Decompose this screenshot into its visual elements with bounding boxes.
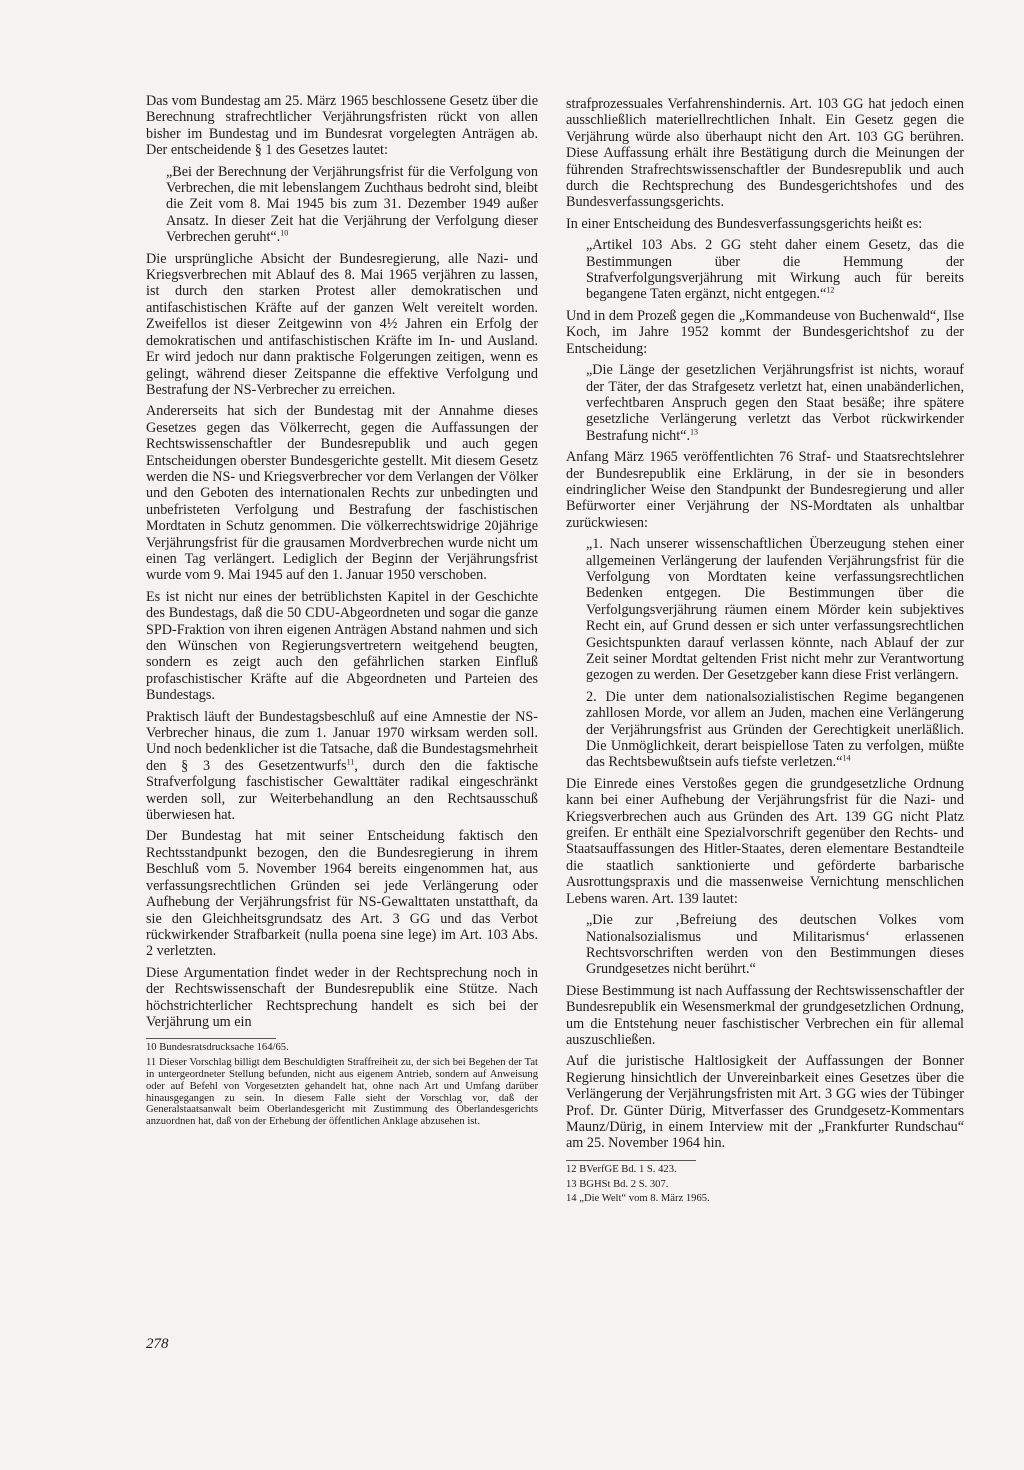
footnote-14: 14 „Die Welt“ vom 8. März 1965. [566, 1193, 710, 1205]
paragraph: Es ist nicht nur eines der betrüblichsten Kapitel in der Geschichte des Bundestags, daß die 50 CDU-Abgeordneten und sogar die ganze SPD-Fraktion von ihren eigenen Anträgen Abstand nahmen und sich den Wünschen von Regierungsvertretern weitgehend beugten, sondern es zeigt auch den gefährlichen starken Einfluß profaschistischer Kräfte auf die Abgeordneten und Parteien des Bundestags. [146, 588, 538, 704]
paragraph: Auf die juristische Haltlosigkeit der Auffassungen der Bonner Regierung hinsichtlich der Unvereinbarkeit eines Gesetzes über die Verlängerung der Verjährungsfristen mit Art. 3 GG wies der Tübinger Prof. Dr. Günter Dürig, Mitverfasser des Grundgesetz-Kommentars Maunz/Dürig, in einem Interview mit der „Frankfurter Rundschau“ am 25. November 1964 hin. [566, 1053, 964, 1152]
footnote-ref-11: 11 [346, 757, 355, 767]
quote-bgh: „Die Länge der gesetzlichen Verjährungsfrist ist nichts, worauf der Täter, der das Strafgesetz verletzt hat, einen unabänderlichen, verfechtbaren Anspruch gegen den Staat besäße; ihre spätere gesetzliche Verlängerung verletzt das Verbot rückwirkender Bestrafung nicht“.$^{13}$ [586, 362, 964, 444]
quote-art-139: „Die zur ‚Befreiung des deutschen Volkes vom Nationalsozialismus und Militarismus‘ erlassenen Rechtsvorschriften werden von den Bestimmungen dieses Grundgesetzes nicht berührt.“ [586, 912, 964, 978]
footnote-ref-13: 13 [690, 426, 699, 436]
quote-declaration-2: 2. Die unter dem nationalsozialistischen Regime begangenen zahllosen Morde, vor allem an Juden, machen eine Verlängerung der Verjährungsfrist aus Gründen der Gerechtigkeit unerläßlich. Die Unmöglichkeit, derart beispiellose Taten zu verfolgen, müßte das Rechtsbewußtsein aufs tiefste verletzen.“$^{14}$ [586, 688, 964, 771]
footnote-11: 11 Dieser Vorschlag billigt dem Beschuldigten Straffreiheit zu, der sich bei Begehen der Tat in untergeordneter Stellung befunden, nicht aus eigenem Antrieb, sondern auf Anweisung oder auf Befehl von Vorgesetzten gehandelt hat, ohne nach Art und Umfang darüber hinausgegangen zu sein. In diesem Falle sieht der Vorschlag vor, daß der Generalstaatsanwalt beim Oberlandesgericht mit Zustimmung des Oberlandesgerichts anzuordnen hat, daß von der Erhebung der öffentlichen Anklage abzusehen ist. [146, 1057, 538, 1128]
paragraph: Andererseits hat sich der Bundestag mit der Annahme dieses Gesetzes gegen das Völkerrecht, gegen die Auffassungen der Rechtswissenschaftler der Bundesrepublik und auch gegen Entscheidungen oberster Bundesgerichte gestellt. Mit diesem Gesetz werden die NS- und Kriegsverbrecher vor dem Verlangen der Völker und den Geboten des internationalen Rechts zur unbedingten und unbefristeten Verfolgung und Bestrafung der faschistischen Mordtaten in Schutz genommen. Die völkerrechtswidrige 20jährige Verjährungsfrist für die grausamen Mordverbrechen wurde nicht um einen Tag verlängert. Lediglich der Beginn der Verjährungsfrist wurde vom 9. Mai 1945 auf den 1. Januar 1950 verschoben. [146, 403, 538, 584]
paragraph: Die Einrede eines Verstoßes gegen die grundgesetzliche Ordnung kann bei einer Aufhebung der Verjährungsfrist für die Nazi- und Kriegsverbrechen auch aus Gründen des Art. 139 GG nicht Platz greifen. Er enthält eine Spezialvorschrift gegenüber den Rechts- und Staatsauffassungen des Hitler-Staates, deren elementare Bestandteile die staatlich sanktionierte und geförderte barbarische Ausrottungspraxis und die massenweise Vernichtung menschlichen Lebens waren. Art. 139 lautet: [566, 775, 964, 907]
right-column [566, 96, 964, 1208]
paragraph: Der Bundestag hat mit seiner Entscheidung faktisch den Rechtsstandpunkt bezogen, den die Bundesregierung in ihrem Beschluß vom 5. November 1964 bereits eingenommen hat, aus verfassungsrechtlichen Gründen sei jede Verlängerung oder Aufhebung der Verjährungsfrist für NS-Gewalttaten unstatthaft, da sie den Gleichheitsgrundsatz des Art. 3 GG und das Verbot rückwirkender Strafbarkeit (nulla poena sine lege) im Art. 103 Abs. 2 verletzten. [146, 828, 538, 960]
paragraph: Praktisch läuft der Bundestagsbeschluß auf eine Amnestie der NS-Verbrecher hinaus, die zum 1. Januar 1970 wirksam werden soll. Und noch bedenklicher ist die Tatsache, daß die Bundestagsmehrheit den § 3 des Gesetzentwurfs$^{11}$, durch den die faktische Strafverfolgung faschistischer Gewalttäter radikal eingeschränkt werden soll, zur Weiterbehandlung an den Rechtsausschuß überwiesen hat. [146, 708, 538, 824]
paragraph: Anfang März 1965 veröffentlichten 76 Straf- und Staatsrechtslehrer der Bundesrepublik eine Erklärung, in der sie in besonders eindringlicher Weise den Standpunkt der Bundesregierung und aller Befürworter einer Verjährung der NS-Mordtaten als unhaltbar zurückwiesen: [566, 449, 964, 531]
footnote-10: 10 Bundesratsdrucksache 164/65. [146, 1042, 289, 1054]
footnotes-right [566, 1164, 964, 1205]
footnote-ref-12: 12 [826, 285, 835, 295]
paragraph: strafprozessuales Verfahrenshindernis. Art. 103 GG hat jedoch einen ausschließlich materiellrechtlichen Inhalt. Ein Gesetz gegen die Verjährung würde also überhaupt nicht den Art. 103 GG berühren. Diese Auffassung erhält ihre Bestätigung durch die Meinungen der führenden Strafrechtswissenschaftler der Bundesrepublik und auch durch die Rechtsprechung des Bundesgerichtshofes und des Bundesverfassungsgerichts. [566, 96, 964, 211]
paragraph: Und in dem Prozeß gegen die „Kommandeuse von Buchenwald“, Ilse Koch, im Jahre 1952 kommt der Bundesgerichtshof zu der Entscheidung: [566, 307, 964, 357]
footnote-13: 13 BGHSt Bd. 2 S. 307. [566, 1178, 669, 1190]
paragraph: Die ursprüngliche Absicht der Bundesregierung, alle Nazi- und Kriegsverbrechen mit Ablauf des 8. Mai 1965 verjähren zu lassen, ist durch den starken Protest aller demokratischen und antifaschistischen Kräfte auf der ganzen Welt vereitelt worden. Zweifellos ist dieser Zeitgewinn von 4½ Jahren ein Erfolg der demokratischen und antifaschistischen Kräfte im In- und Ausland. Er wird jedoch nur dann praktische Folgerungen zeitigen, wenn es gelingt, während dieser Zeitspanne die effektive Verfolgung und Bestrafung der NS-Verbrecher zu erreichen. [146, 250, 538, 398]
left-column [146, 93, 538, 1131]
paragraph: Das vom Bundestag am 25. März 1965 beschlossene Gesetz über die Berechnung strafrechtlicher Verjährungsfristen rückt von allen bisher im Bundestag und im Bundesrat vorgelegten Anträgen ab. Der entscheidende § 1 des Gesetzes lautet: [146, 93, 538, 159]
footnotes-left [146, 1042, 538, 1128]
quote-declaration-1: „1. Nach unserer wissenschaftlichen Überzeugung stehen einer allgemeinen Verlängerung der laufenden Verjährungsfrist für die Verfolgung von Mordtaten keine verfassungsrechtlichen Bedenken entgegen. Die Bestimmungen über die Verfolgungsverjährung räumen einem Mörder kein subjektives Recht ein, auf Grund dessen er sich unter verfassungsrechtlichen Gesichtspunkten darauf verlassen könnte, nach Ablauf der zur Zeit seiner Mordtat geltenden Frist nicht mehr zur Verantwortung gezogen zu werden. Der Gesetzgeber kann diese Frist verlängern. [586, 536, 964, 684]
quote-bverfg: „Artikel 103 Abs. 2 GG steht daher einem Gesetz, das die Bestimmungen über die Hemmung der Strafverfolgungsverjährung mit Wirkung auch für bereits begangene Taten ergänzt, nicht entgegen.“$^{12}$ [586, 237, 964, 303]
paragraph: Diese Bestimmung ist nach Auffassung der Rechtswissenschaftler der Bundesrepublik ein Wesensmerkmal der grundgesetzlichen Ordnung, um die Entstehung neuer faschistischer Verbrechen ein für allemal auszuschließen. [566, 982, 964, 1048]
footnote-ref-10: 10 [280, 228, 289, 238]
quote-law-section-1: „Bei der Berechnung der Verjährungsfrist für die Verfolgung von Verbrechen, die mit lebenslangem Zuchthaus bedroht sind, bleibt die Zeit vom 8. Mai 1945 bis zum 31. Dezember 1949 außer Ansatz. In dieser Zeit hat die Verjährung der Verfolgung dieser Verbrechen geruht“.$^{10}$ [166, 163, 538, 246]
paragraph: Diese Argumentation findet weder in der Rechtsprechung noch in der Rechtswissenschaft der Bundesrepublik eine Stütze. Nach höchstrichterlicher Rechtsprechung handelt es sich bei der Verjährung um ein [146, 964, 538, 1030]
footnote-ref-14: 14 [842, 753, 851, 763]
footnote-12: 12 BVerfGE Bd. 1 S. 423. [566, 1163, 677, 1175]
page-number: 278 [146, 1336, 169, 1352]
paragraph: In einer Entscheidung des Bundesverfassungsgerichts heißt es: [566, 215, 923, 232]
